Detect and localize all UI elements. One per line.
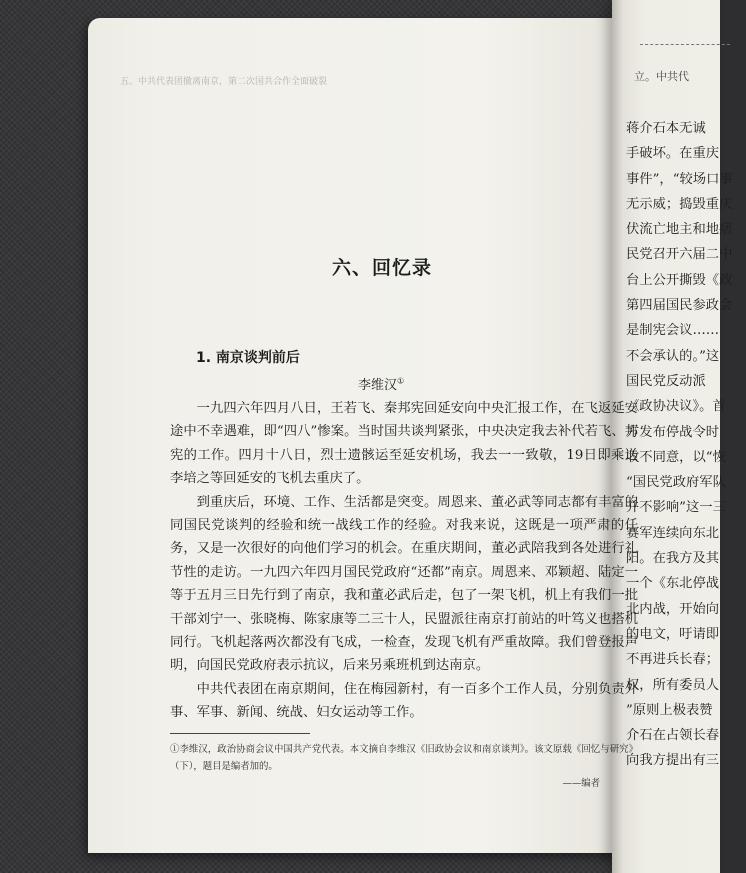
paragraph: 一九四六年四月八日，王若飞、秦邦宪回延安向中央汇报工作，在飞返延安途中不幸遇难，即“四八”惨案。当时国共谈判紧张，中央决定我去补代若飞、邦宪的工作。四月十八日，烈士遗骸运至延安机场，我去一一致敬，19日即乘送李培之等回延安的飞机去重庆了。 — [170, 401, 638, 487]
right-line: 事件”，“较场口事 — [626, 171, 733, 187]
right-line: 向我方提出有三 — [626, 753, 720, 769]
right-line: 蒋介石本无诚 — [626, 121, 706, 136]
author-name: 李维汉 — [358, 378, 398, 393]
article-title: 1. 南京谈判前后 — [196, 350, 300, 366]
right-line: 并不影响”这一三 — [626, 500, 726, 516]
right-page-text — [626, 116, 746, 774]
right-line: 国民党反动派 — [626, 373, 706, 389]
right-line: 不再进兵长春； — [626, 652, 720, 668]
footnote-signature: ——编者 — [562, 778, 600, 789]
right-line: “国民党政府军队 — [626, 475, 726, 491]
right-page-header: 立。中共代 — [634, 70, 689, 83]
right-line: ”原则上极表赞 — [626, 702, 713, 718]
footnote-text: ①李维汉，政治协商会议中国共产党代表。本文摘自李维汉《旧政协会议和南京谈判》。该文原载《回忆与研究》（下），题目是编者加的。 — [170, 744, 638, 772]
right-line: 第四届国民参政会 — [626, 298, 733, 314]
right-line: 赛军连续向东北 — [626, 525, 720, 541]
right-line: 的电文，吁请即 — [626, 626, 720, 642]
right-line: 北内战，开始向 — [626, 601, 720, 617]
right-line: 方发布停战令时 — [626, 424, 720, 440]
right-line: 《政协决议》。首 — [626, 399, 726, 415]
footnote-rule — [170, 733, 310, 734]
right-line: 介石在占领长春 — [626, 728, 720, 744]
right-line: 收不同意，以“恢 — [626, 449, 726, 465]
right-line: 手破坏。在重庆 — [626, 146, 720, 162]
right-line: 伏流亡地主和地痞 — [626, 222, 733, 238]
article-body — [170, 397, 638, 725]
right-line: 是制宪会议…… — [626, 323, 720, 339]
right-line: 权，所有委员人 — [626, 677, 720, 693]
right-line: 阳。在我方及其 — [626, 551, 720, 567]
paragraph: 中共代表团在南京期间，住在梅园新村，有一百多个工作人员，分别负责外事、军事、新闻、统战、妇女运动等工作。 — [170, 681, 638, 721]
right-line: 不会承认的。”这 — [626, 348, 720, 364]
author-line — [358, 374, 404, 393]
section-title: 六、回忆录 — [332, 257, 433, 279]
paragraph: 到重庆后，环境、工作、生活都是突变。周恩来、董必武等同志都有丰富的同国民党谈判的经验和统一战线工作的经验。对我来说，这既是一项严肃的任务，又是一次很好的向他们学习的机会。在重庆期间，董必武陪我到各处进行礼节性的走访。一九四六年四月国民党政府“还都”南京。周恩来、邓颖超、陆定一等于五月三日先行到了南京，我和董必武后走，包了一架飞机，机上有我们一批干部刘宁一、张晓梅、陈家康等二三十人，民盟派往南京打前站的叶笃义也搭机同行。飞机起落两次都没有飞成，一检查，发现飞机有严重故障。我们曾登报声明，向国民党政府表示抗议，后来另乘班机到达南京。 — [170, 494, 638, 674]
dashed-rule — [640, 44, 730, 45]
right-line: 一个《东北停战 — [626, 576, 720, 592]
footnote — [170, 741, 638, 792]
right-line: 无示威；捣毁重庆 — [626, 196, 733, 212]
footnote-mark: ① — [397, 376, 405, 386]
right-line: 台上公开撕毁《政 — [626, 272, 733, 288]
right-line: 民党召开六届二中 — [626, 247, 733, 263]
running-header: 五、中共代表团撤离南京，第二次国共合作全面破裂 — [120, 77, 328, 87]
